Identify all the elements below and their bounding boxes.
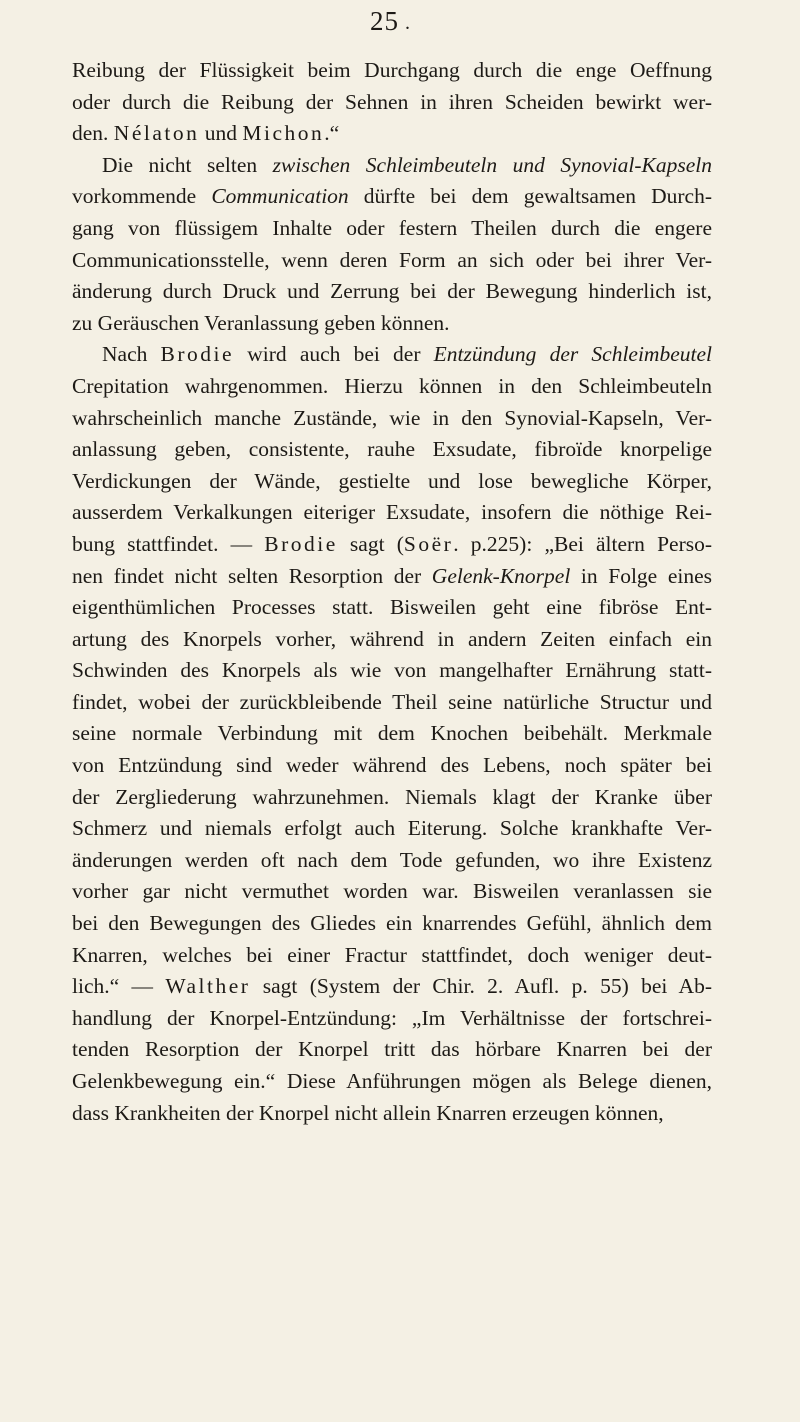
text-segment: ausserdem Verkalkungen eiteriger Exsudate, insofern die nöthige Rei-: [72, 500, 712, 525]
text-segment: findet, wobei der zurückbleibende Theil seine natürliche Structur und: [72, 689, 712, 714]
text-line: [72, 687, 712, 719]
author-name: Michon: [242, 121, 325, 146]
text-segment: Communicationsstelle, wenn deren Form an sich oder bei ihrer Ver-: [72, 247, 712, 272]
text-segment: in Folge eines: [570, 563, 713, 588]
italic-term: zwischen Schleimbeuteln und Synovial-Kapseln: [272, 152, 713, 177]
text-line: [72, 655, 712, 687]
italic-term: Gelenk-Knorpel: [431, 563, 571, 588]
text-segment: Crepitation wahrgenommen. Hierzu können in den Schleimbeuteln: [72, 373, 712, 398]
text-line: [72, 1003, 712, 1035]
text-segment: wahrscheinlich manche Zustände, wie in den Synovial-Kapseln, Ver-: [72, 405, 712, 430]
text-line: [72, 561, 712, 593]
text-segment: zu Geräuschen Veranlassung geben können.: [72, 310, 450, 335]
author-name: Brodie: [160, 342, 235, 367]
author-name: Walther: [165, 974, 251, 999]
text-line: [72, 403, 712, 435]
text-line: [72, 497, 712, 529]
text-segment: Nach: [102, 342, 161, 367]
text-segment: dass Krankheiten der Knorpel nicht allein Knarren erzeugen können,: [72, 1100, 664, 1125]
italic-term: Communication: [211, 184, 349, 209]
author-name: Nélaton: [113, 121, 200, 146]
text-line: [72, 940, 712, 972]
page-number-mark: .: [405, 12, 411, 35]
text-segment: wird auch bei der: [234, 342, 434, 367]
text-line: [72, 592, 712, 624]
text-segment: Schwinden des Knorpels als wie von mangelhafter Ernährung statt-: [72, 658, 712, 683]
text-line: [72, 213, 712, 245]
text-line: [72, 87, 712, 119]
author-name: Soër: [403, 531, 454, 556]
text-segment: anlassung geben, consistente, rauhe Exsudate, fibroïde knorpelige: [72, 437, 712, 462]
text-segment: handlung der Knorpel-Entzündung: „Im Verhältnisse der fortschrei-: [72, 1005, 712, 1030]
text-segment: lich.“ —: [72, 974, 166, 999]
text-segment: änderungen werden oft nach dem Tode gefunden, wo ihre Existenz: [72, 847, 712, 872]
text-segment: .“: [324, 121, 340, 146]
page-number: [370, 6, 411, 37]
text-segment: bung stattfindet. —: [72, 531, 265, 556]
text-segment: von Entzündung sind weder während des Lebens, noch später bei: [72, 753, 712, 778]
text-segment: gang von flüssigem Inhalte oder festern Theilen durch die engere: [72, 215, 712, 240]
text-segment: dürfte bei dem gewaltsamen Durch-: [348, 184, 712, 209]
text-segment: nen findet nicht selten Resorption der: [72, 563, 432, 588]
text-line: [72, 1098, 712, 1130]
text-line: [72, 308, 712, 340]
text-segment: vorkommende: [72, 184, 212, 209]
italic-term: Entzündung der Schleimbeutel: [433, 342, 712, 367]
text-line: [72, 845, 712, 877]
text-line: [72, 276, 712, 308]
text-segment: Verdickungen der Wände, gestielte und lose bewegliche Körper,: [72, 468, 712, 493]
text-line: [72, 971, 712, 1003]
text-segment: tenden Resorption der Knorpel tritt das hörbare Knarren bei der: [72, 1037, 712, 1062]
text-segment: und: [199, 121, 243, 146]
text-segment: den.: [72, 121, 114, 146]
text-line: [72, 181, 712, 213]
text-line: [72, 1066, 712, 1098]
text-segment: Knarren, welches bei einer Fractur stattfindet, doch weniger deut-: [72, 942, 712, 967]
text-segment: eigenthümlichen Processes statt. Bisweilen geht eine fibröse Ent-: [72, 595, 712, 620]
text-line: [72, 529, 712, 561]
text-line: [72, 371, 712, 403]
text-segment: änderung durch Druck und Zerrung bei der Bewegung hinderlich ist,: [72, 279, 712, 304]
text-segment: sagt (System der Chir. 2. Aufl. p. 55) bei Ab-: [250, 974, 712, 999]
text-segment: der Zergliederung wahrzunehmen. Niemals klagt der Kranke über: [72, 784, 712, 809]
text-line: [72, 118, 712, 150]
text-line: [72, 908, 712, 940]
text-line: [72, 1034, 712, 1066]
text-segment: Schmerz und niemals erfolgt auch Eiterung. Solche krankhafte Ver-: [72, 816, 712, 841]
text-line: [72, 813, 712, 845]
text-segment: artung des Knorpels vorher, während in andern Zeiten einfach ein: [72, 626, 712, 651]
text-segment: vorher gar nicht vermuthet worden war. Bisweilen veranlassen sie: [72, 879, 712, 904]
text-line: [72, 750, 712, 782]
text-segment: Reibung der Flüssigkeit beim Durchgang durch die enge Oeffnung: [72, 58, 712, 82]
text-line: [72, 150, 712, 182]
page-number-value: 25: [370, 6, 399, 36]
text-line: [72, 782, 712, 814]
text-segment: . p.225): „Bei ältern Perso-: [453, 531, 712, 556]
text-segment: bei den Bewegungen des Gliedes ein knarrendes Gefühl, ähnlich dem: [72, 911, 712, 936]
body-text: [72, 55, 712, 1129]
text-segment: sagt (: [337, 531, 404, 556]
text-segment: oder durch die Reibung der Sehnen in ihren Scheiden bewirkt wer-: [72, 89, 712, 114]
text-line: [72, 624, 712, 656]
text-line: [72, 876, 712, 908]
author-name: Brodie: [264, 531, 338, 556]
text-segment: seine normale Verbindung mit dem Knochen beibehält. Merkmale: [72, 721, 712, 746]
text-line: [72, 55, 712, 87]
text-line: [72, 718, 712, 750]
text-line: [72, 434, 712, 466]
text-segment: Die nicht selten: [102, 152, 273, 177]
text-line: [72, 339, 712, 371]
text-line: [72, 466, 712, 498]
text-line: [72, 245, 712, 277]
text-segment: Gelenkbewegung ein.“ Diese Anführungen mögen als Belege dienen,: [72, 1069, 712, 1093]
